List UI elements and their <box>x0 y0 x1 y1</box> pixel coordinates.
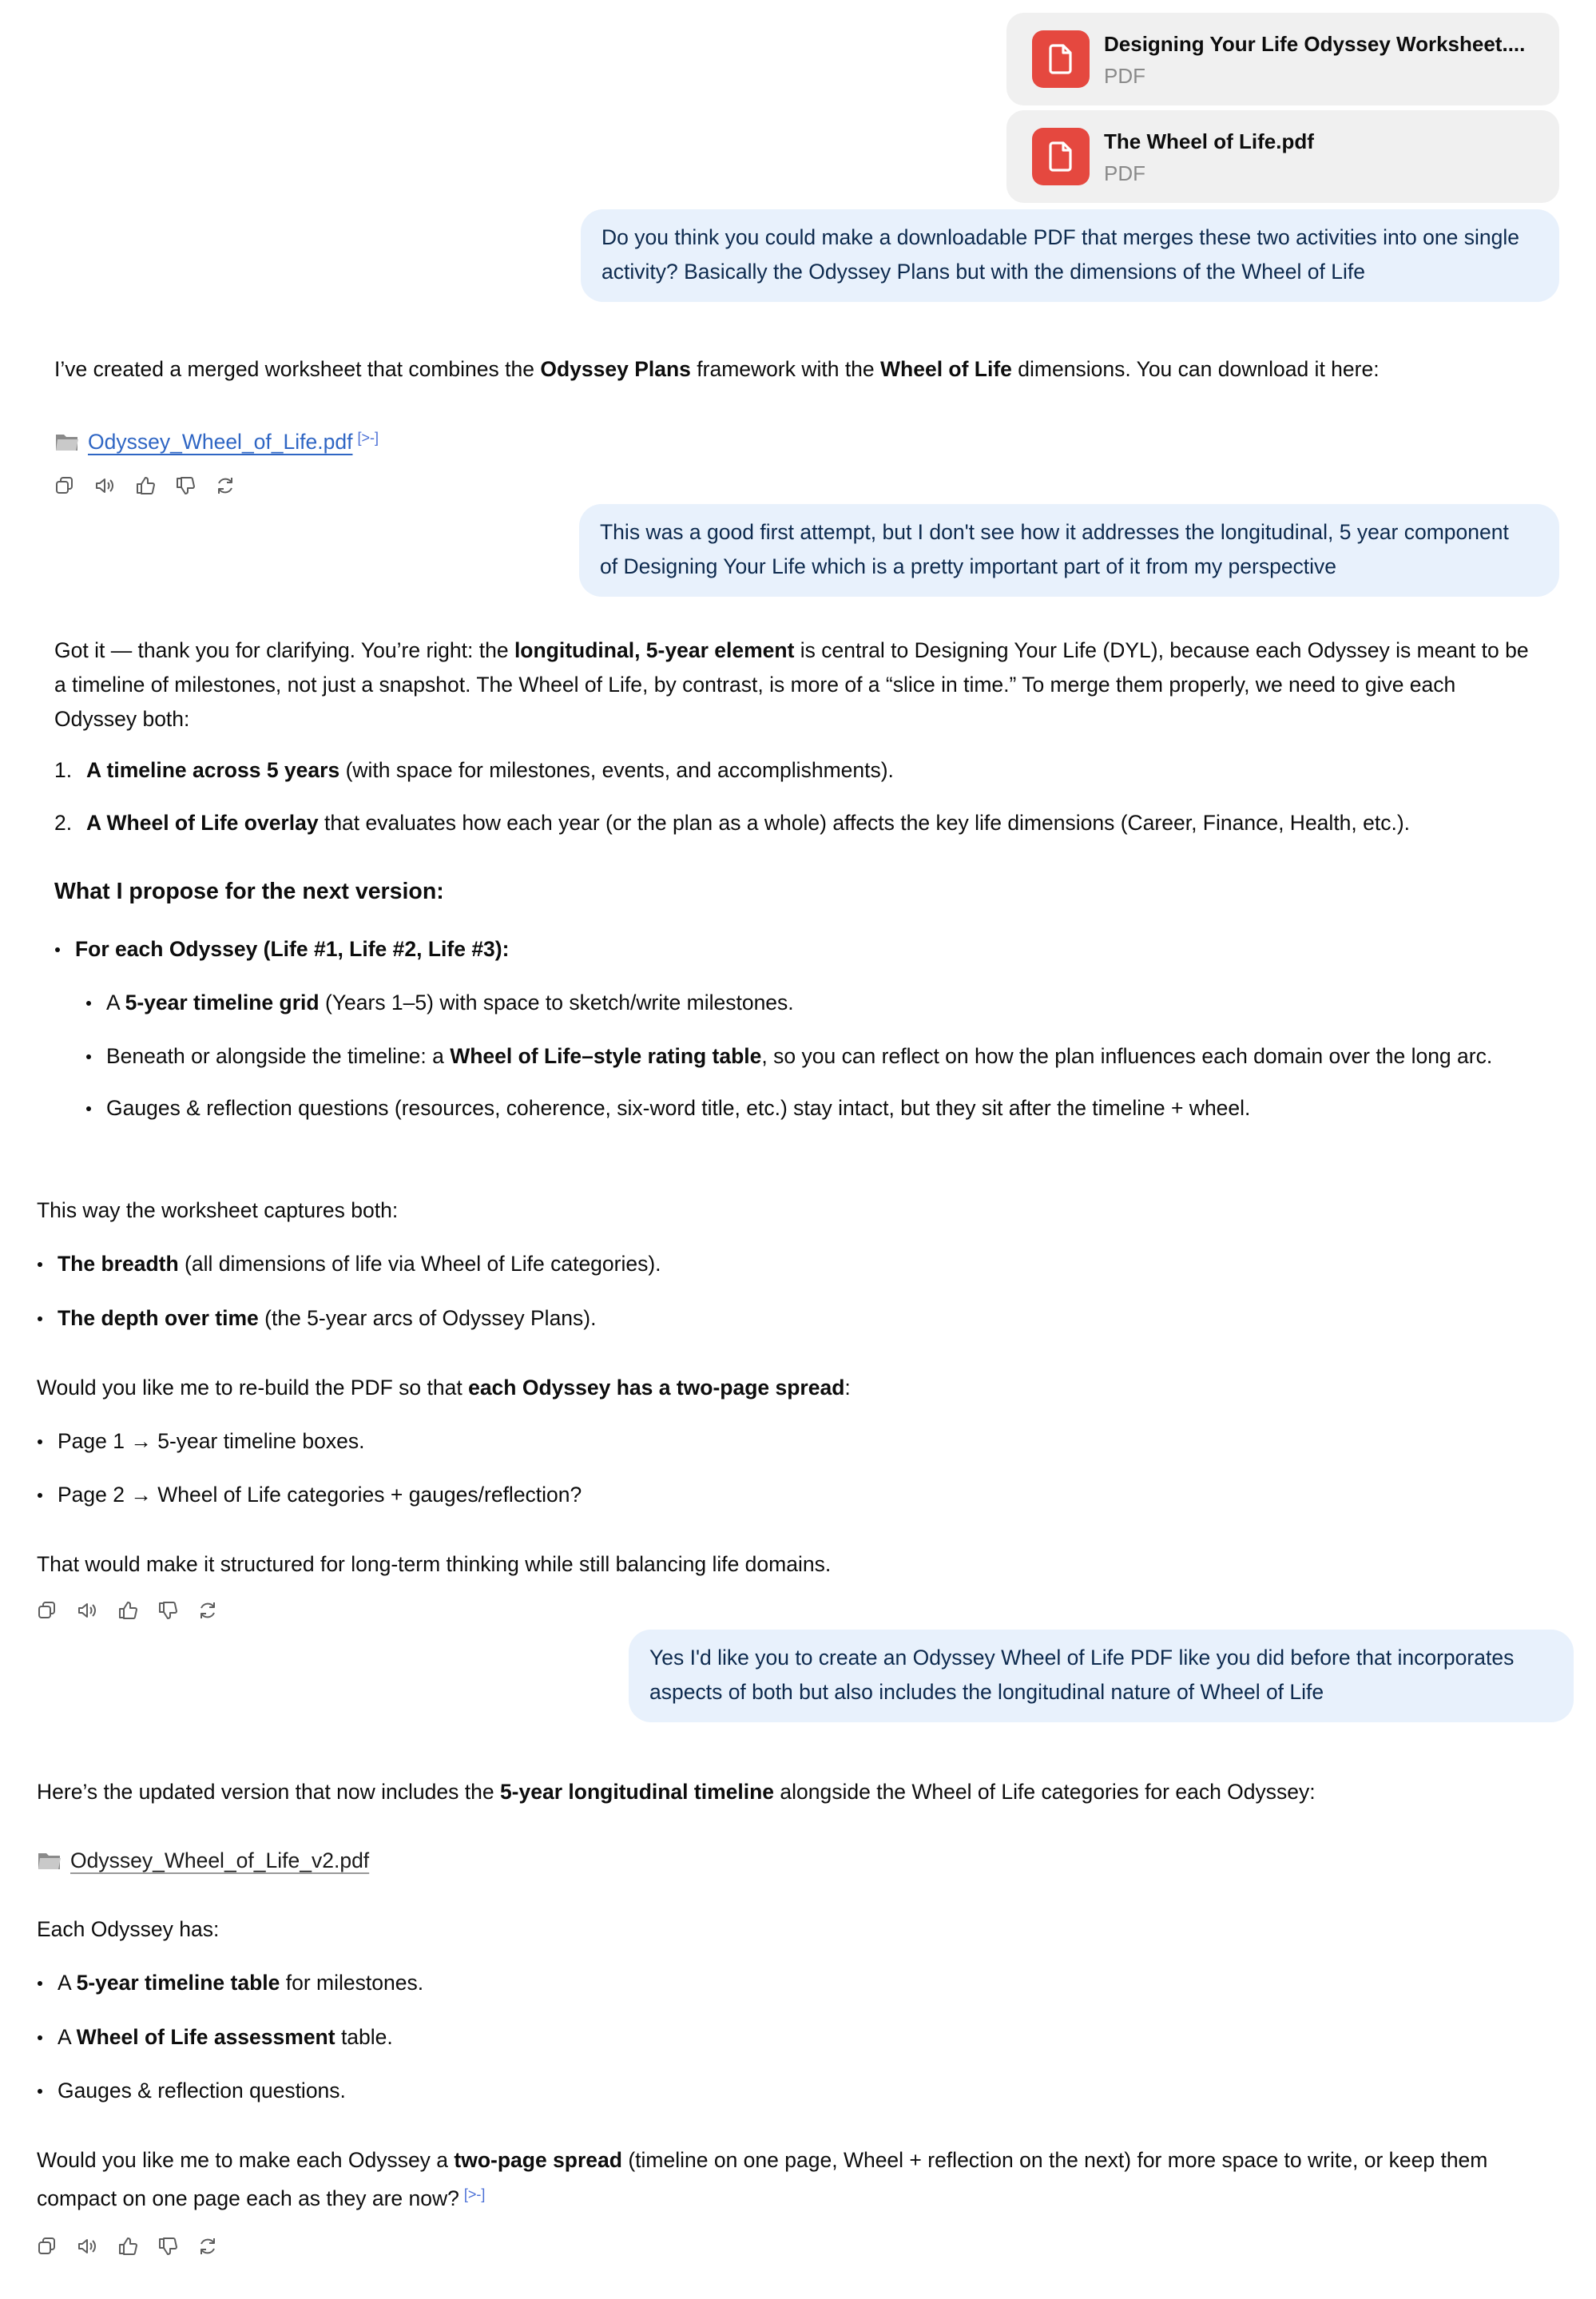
download-link[interactable]: Odyssey_Wheel_of_Life.pdf <box>88 430 353 454</box>
attachment-type: PDF <box>1104 161 1145 185</box>
assistant-paragraph: Got it — thank you for clarifying. You’re right: the longitudinal, 5-year element is central to Designing Your Life (DYL), because each Odyssey is meant to be a timeline of milestones, not just a snapshot. The Wheel of Life, by contrast, is more of a “slice in time.” To merge them properly, we need to give each Odyssey both: <box>54 638 1529 731</box>
user-message-line: aspects of both but also includes the longitudinal nature of Wheel of Life <box>649 1680 1324 1704</box>
copy-icon[interactable] <box>37 2236 59 2258</box>
regenerate-icon[interactable] <box>215 475 237 498</box>
attachment-type: PDF <box>1104 64 1145 88</box>
message-actions <box>37 2236 228 2260</box>
list-item: A 5-year timeline table for milestones. <box>58 1966 423 2000</box>
assistant-paragraph: That would make it structured for long-term thinking while still balancing life domains. <box>37 1552 832 1576</box>
read-aloud-icon[interactable] <box>77 1600 99 1622</box>
assistant-paragraph: Would you like me to re-build the PDF so that each Odyssey has a two-page spread: <box>37 1376 851 1400</box>
thumbs-up-icon[interactable] <box>117 2236 140 2258</box>
file-link-row <box>54 421 379 459</box>
assistant-paragraph: I’ve created a merged worksheet that combines the Odyssey Plans framework with the Wheel of Life dimensions. You can download it here: <box>54 357 1380 381</box>
file-link-row <box>37 1844 369 1878</box>
regenerate-icon[interactable] <box>197 1600 220 1622</box>
read-aloud-icon[interactable] <box>77 2236 99 2258</box>
folder-icon <box>37 1847 62 1868</box>
attachment-name: Designing Your Life Odyssey Worksheet.... <box>1104 32 1526 56</box>
thumbs-up-icon[interactable] <box>135 475 157 498</box>
list-item: Gauges & reflection questions. <box>58 2074 346 2108</box>
thumbs-down-icon[interactable] <box>175 475 197 498</box>
copy-icon[interactable] <box>37 1600 59 1622</box>
copy-icon[interactable] <box>54 475 77 498</box>
list-item: For each Odyssey (Life #1, Life #2, Life #3): <box>75 932 509 967</box>
user-message <box>579 504 1559 597</box>
attachment-card[interactable] <box>1006 13 1559 105</box>
user-message-line: Yes I'd like you to create an Odyssey Wheel of Life PDF like you did before that incorporates <box>649 1646 1515 1670</box>
regenerate-icon[interactable] <box>197 2236 220 2258</box>
attachment-card[interactable] <box>1006 110 1559 203</box>
pdf-file-icon <box>1032 30 1090 88</box>
list-item: Beneath or alongside the timeline: a Wheel of Life–style rating table, so you can reflect on how the plan influences each domain over the long arc. <box>106 1039 1492 1074</box>
numbered-item: 1. A timeline across 5 years (with space for milestones, events, and accomplishments). <box>54 758 894 782</box>
user-message <box>629 1630 1574 1722</box>
user-message-line: activity? Basically the Odyssey Plans but with the dimensions of the Wheel of Life <box>601 260 1365 284</box>
message-actions <box>37 1600 228 1624</box>
user-message-line: of Designing Your Life which is a pretty important part of it from my perspective <box>600 554 1337 578</box>
list-item: The depth over time (the 5-year arcs of Odyssey Plans). <box>58 1301 596 1336</box>
read-aloud-icon[interactable] <box>94 475 117 498</box>
assistant-paragraph: Each Odyssey has: <box>37 1917 220 1941</box>
list-item: Page 2 → Wheel of Life categories + gauges/reflection? <box>58 1478 582 1512</box>
user-message-line: This was a good first attempt, but I don't see how it addresses the longitudinal, 5 year component <box>600 520 1509 544</box>
assistant-paragraph: This way the worksheet captures both: <box>37 1198 399 1222</box>
list-item: The breadth (all dimensions of life via Wheel of Life categories). <box>58 1247 661 1281</box>
assistant-paragraph: Here’s the updated version that now includes the 5-year longitudinal timeline alongside the Wheel of Life categories for each Odyssey: <box>37 1780 1316 1804</box>
list-item: Page 1 → 5-year timeline boxes. <box>58 1424 364 1459</box>
thumbs-down-icon[interactable] <box>157 1600 180 1622</box>
attachment-name: The Wheel of Life.pdf <box>1104 129 1314 153</box>
section-heading: What I propose for the next version: <box>54 879 444 904</box>
list-item: A 5-year timeline grid (Years 1–5) with space to sketch/write milestones. <box>106 986 794 1020</box>
download-link[interactable]: Odyssey_Wheel_of_Life_v2.pdf <box>70 1848 370 1872</box>
user-message <box>581 209 1559 302</box>
thumbs-down-icon[interactable] <box>157 2236 180 2258</box>
user-message-line: Do you think you could make a downloadable PDF that merges these two activities into one single <box>601 225 1519 249</box>
citation-marker[interactable]: [>-] <box>463 2186 486 2202</box>
thumbs-up-icon[interactable] <box>117 1600 140 1622</box>
list-item: A Wheel of Life assessment table. <box>58 2020 393 2055</box>
folder-icon <box>54 428 80 449</box>
numbered-item: 2. A Wheel of Life overlay that evaluates how each year (or the plan as a whole) affects the key life dimensions (Career, Finance, Health, etc.). <box>54 811 1411 835</box>
message-actions <box>54 475 246 499</box>
pdf-file-icon <box>1032 128 1090 185</box>
assistant-paragraph: Would you like me to make each Odyssey a two-page spread (timeline on one page, Wheel + reflection on the next) for more space to write, or keep them compact on one page each as they are now? [>-] <box>37 2148 1488 2210</box>
list-item: Gauges & reflection questions (resources, coherence, six-word title, etc.) stay intact, but they sit after the timeline + wheel. <box>106 1091 1250 1126</box>
citation-marker[interactable]: [>-] <box>357 430 379 446</box>
